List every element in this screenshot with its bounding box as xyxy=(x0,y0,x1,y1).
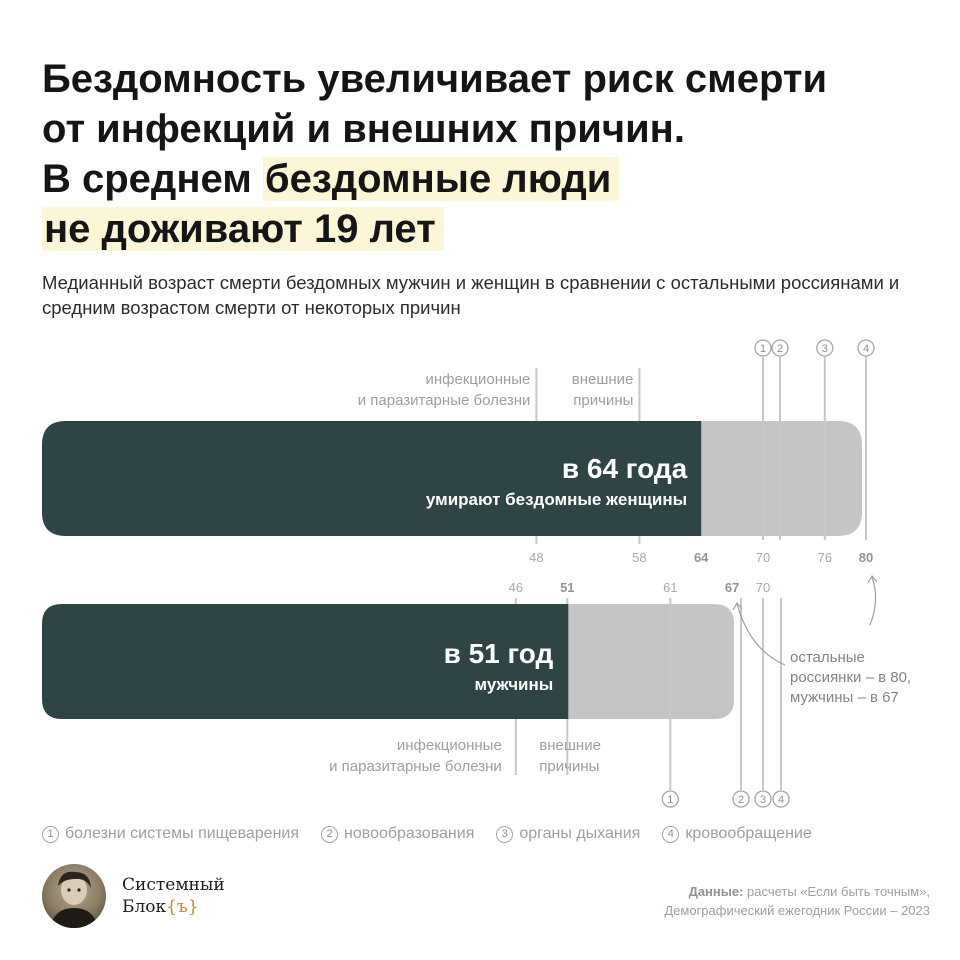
women-annotation-58-0: внешние xyxy=(571,371,634,388)
source-label: Данные: xyxy=(688,884,744,899)
men-annotation-51-0: внешние xyxy=(539,737,601,754)
men-cause-badge-4-text: 4 xyxy=(777,794,785,806)
brand-line-1: Системный xyxy=(122,875,225,895)
legend-label-1: болезни системы пищеварения xyxy=(65,825,300,842)
men-cause-badge-3-text: 3 xyxy=(759,794,767,806)
legend-label-2: новообразования xyxy=(344,825,475,842)
source-text-1: расчеты «Если быть точным», xyxy=(743,884,930,899)
women-annotation-48-0: инфекционные xyxy=(425,371,531,388)
women-annotation-48-1: и паразитарные болезни xyxy=(357,392,531,409)
women-tick-76: 76 xyxy=(817,550,833,565)
brand-logo xyxy=(42,864,225,928)
brand-accent: {ъ} xyxy=(166,897,199,917)
men-annotation-46-1: и паразитарные болезни xyxy=(329,758,502,775)
men-tick-67: 67 xyxy=(724,580,740,595)
brand-line-2 xyxy=(122,896,225,918)
title-highlight-2: не доживают 19 лет xyxy=(42,207,444,251)
source-note xyxy=(664,882,930,920)
bar-men-label-small: мужчины xyxy=(474,675,554,694)
women-tick-64: 64 xyxy=(693,550,709,565)
women-cause-badge-1-text: 1 xyxy=(759,343,767,355)
bar-women-label-big: в 64 года xyxy=(561,453,688,484)
women-annotation-58-1: причины xyxy=(573,392,634,409)
legend-label-3: органы дыхания xyxy=(519,825,641,842)
men-tick-51: 51 xyxy=(560,580,575,595)
arrow-men xyxy=(737,604,785,665)
bar-women-label-small: умирают бездомные женщины xyxy=(425,490,688,509)
men-tick-46: 46 xyxy=(508,580,524,595)
men-cause-badge-1-text: 1 xyxy=(667,794,674,806)
men-tick-61: 61 xyxy=(663,580,678,595)
legend-item-1 xyxy=(42,825,299,843)
arrow-women xyxy=(870,577,876,625)
brand-name xyxy=(122,874,225,918)
women-tick-48: 48 xyxy=(529,550,544,565)
source-text-2: Демографический ежегодник России – 2023 xyxy=(664,903,930,918)
general-annotation-2: мужчины – в 67 xyxy=(790,689,899,706)
general-annotation-0: остальные xyxy=(790,649,865,666)
women-tick-70: 70 xyxy=(755,550,771,565)
brand-line-2-text: Блок xyxy=(122,897,167,917)
women-tick-58: 58 xyxy=(632,550,647,565)
portrait-avatar xyxy=(42,864,106,928)
women-cause-badge-4-text: 4 xyxy=(862,343,870,355)
women-cause-badge-3-text: 3 xyxy=(821,343,828,355)
title-highlight-1: бездомные люди xyxy=(263,157,619,201)
men-annotation-46-0: инфекционные xyxy=(396,737,502,754)
legend-label-4: кровообращение xyxy=(685,825,812,842)
men-annotation-51-1: причины xyxy=(539,758,600,775)
men-tick-70: 70 xyxy=(755,580,771,595)
title-line-2: от инфекций и внешних причин. xyxy=(42,107,685,151)
legend-item-2 xyxy=(321,825,474,843)
legend-number-1: 1 xyxy=(42,826,59,843)
women-cause-badge-2-text: 2 xyxy=(776,343,784,355)
general-annotation-1: россиянки – в 80, xyxy=(790,669,912,686)
chart-subtitle: Медианный возраст смерти бездомных мужчин и женщин в сравнении с остальными россиянами и средним возрастом смерти от некоторых причин xyxy=(42,272,900,318)
bar-men-label-big: в 51 год xyxy=(443,638,554,669)
women-tick-80: 80 xyxy=(858,550,874,565)
cause-legend xyxy=(42,825,812,843)
legend-number-3: 3 xyxy=(496,826,513,843)
legend-number-4: 4 xyxy=(662,826,679,843)
legend-item-3 xyxy=(496,825,640,843)
title-line-3-prefix: В среднем xyxy=(42,157,263,201)
men-cause-badge-2-text: 2 xyxy=(737,794,745,806)
title-line-1: Бездомность увеличивает риск смерти xyxy=(42,57,828,101)
legend-item-4 xyxy=(662,825,811,843)
legend-number-2: 2 xyxy=(321,826,338,843)
